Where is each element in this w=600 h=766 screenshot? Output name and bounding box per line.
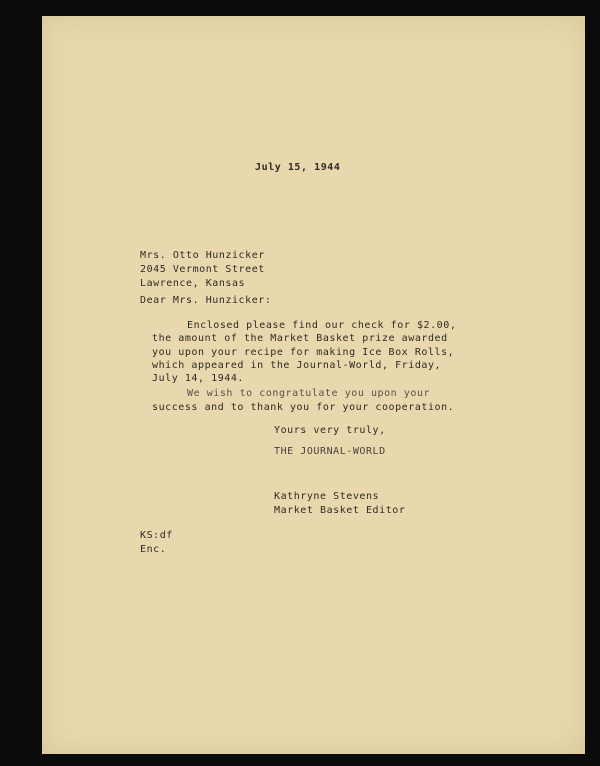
recipient-street: 2045 Vermont Street bbox=[140, 264, 265, 275]
body-line: you upon your recipe for making Ice Box Rolls, bbox=[152, 347, 455, 358]
recipient-city: Lawrence, Kansas bbox=[140, 278, 246, 289]
body-line: which appeared in the Journal-World, Friday, bbox=[152, 360, 442, 371]
complimentary-close: Yours very truly, bbox=[274, 425, 386, 436]
enclosure-note: Enc. bbox=[140, 544, 167, 555]
reference-initials: KS:df bbox=[140, 530, 173, 541]
body-line: Enclosed please find our check for $2.00, bbox=[187, 320, 457, 331]
body-line: the amount of the Market Basket prize awarded bbox=[152, 333, 448, 344]
signer-title: Market Basket Editor bbox=[274, 505, 406, 516]
body-line: success and to thank you for your cooperation. bbox=[152, 402, 455, 413]
salutation: Dear Mrs. Hunzicker: bbox=[140, 295, 272, 306]
signer-name: Kathryne Stevens bbox=[274, 491, 380, 502]
letter-date: July 15, 1944 bbox=[255, 162, 341, 173]
letter-page bbox=[42, 16, 585, 754]
body-line: July 14, 1944. bbox=[152, 373, 244, 384]
recipient-name: Mrs. Otto Hunzicker bbox=[140, 250, 265, 261]
body-line: We wish to congratulate you upon your bbox=[187, 388, 431, 399]
organization-name: THE JOURNAL-WORLD bbox=[274, 446, 386, 457]
